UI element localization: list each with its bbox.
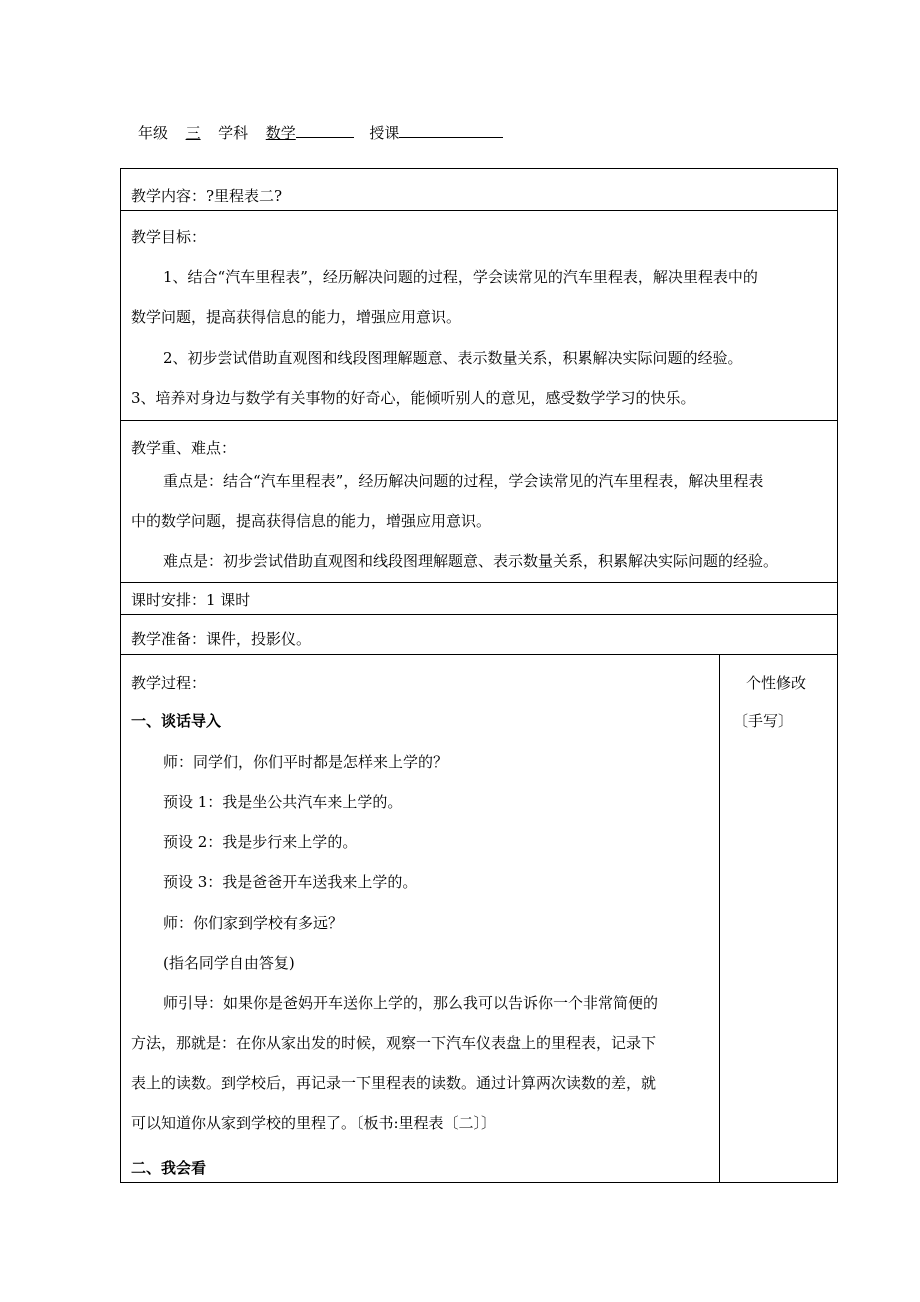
side-column-note: 〔手写〕 (733, 712, 794, 730)
key-points-heading: 教学重、难点： (131, 439, 237, 457)
section-1-title: 一、谈话导入 (131, 712, 222, 730)
prep-row (120, 614, 838, 654)
key-point-line-2: 中的数学问题，提高获得信息的能力，增强应用意识。 (131, 512, 492, 530)
teach-blank (399, 122, 503, 138)
goal-item-1-line-1: 1、结合“汽车里程表”，经历解决问题的过程，学会读常见的汽车里程表，解决里程表中的 (163, 268, 758, 286)
key-point-line-1: 重点是：结合“汽车里程表”，经历解决问题的过程，学会读常见的汽车里程表，解决里程表 (163, 472, 764, 490)
difficult-point: 难点是：初步尝试借助直观图和线段图理解题意、表示数量关系，积累解决实际问题的经验。 (163, 552, 779, 570)
process-line-4: 预设 3：我是爸爸开车送我来上学的。 (163, 873, 418, 891)
process-line-1: 师：同学们，你们平时都是怎样来上学的？ (163, 753, 449, 771)
section-2-title: 二、我会看 (131, 1159, 207, 1177)
process-line-6: (指名同学自由答复) (163, 954, 295, 972)
subject-value: 数学 (265, 124, 296, 142)
guide-line-4: 可以知道你从家到学校的里程了。〔板书:里程表〔二〕〕 (131, 1114, 497, 1132)
schedule-row (120, 582, 838, 614)
header-line (138, 122, 503, 143)
column-divider (719, 654, 720, 1182)
guide-line-3: 表上的读数。到学校后，再记录一下里程表的读数。通过计算两次读数的差，就 (131, 1074, 657, 1092)
process-line-3: 预设 2：我是步行来上学的。 (163, 833, 358, 851)
side-column-title: 个性修改 (746, 674, 807, 692)
grade-label: 年级 (138, 124, 169, 142)
grade-value: 三 (185, 124, 201, 142)
goal-item-1-line-2: 数学问题，提高获得信息的能力，增强应用意识。 (131, 308, 462, 326)
process-heading: 教学过程： (131, 674, 207, 692)
process-row (120, 654, 838, 1182)
goal-item-2: 2、初步尝试借助直观图和线段图理解题意、表示数量关系，积累解决实际问题的经验。 (163, 349, 743, 367)
teach-label: 授课 (369, 124, 400, 142)
schedule-text: 课时安排：1 课时 (131, 591, 251, 609)
prep-text: 教学准备：课件，投影仪。 (131, 630, 312, 648)
guide-line-1: 师引导：如果你是爸妈开车送你上学的，那么我可以告诉你一个非常简便的 (163, 994, 659, 1012)
content-row (120, 168, 838, 210)
content-text: 教学内容：?里程表二? (131, 187, 283, 205)
table-bottom-border (120, 1182, 838, 1183)
subject-blank (296, 122, 354, 138)
goals-heading: 教学目标： (131, 228, 207, 246)
goals-row (120, 210, 838, 420)
guide-line-2: 方法，那就是：在你从家出发的时候，观察一下汽车仪表盘上的里程表，记录下 (131, 1034, 657, 1052)
goal-item-3: 3、培养对身边与数学有关事物的好奇心，能倾听别人的意见，感受数学学习的快乐。 (131, 389, 696, 407)
key-points-row (120, 420, 838, 582)
process-line-2: 预设 1：我是坐公共汽车来上学的。 (163, 793, 403, 811)
subject-label: 学科 (218, 124, 249, 142)
process-line-5: 师：你们家到学校有多远？ (163, 914, 344, 932)
